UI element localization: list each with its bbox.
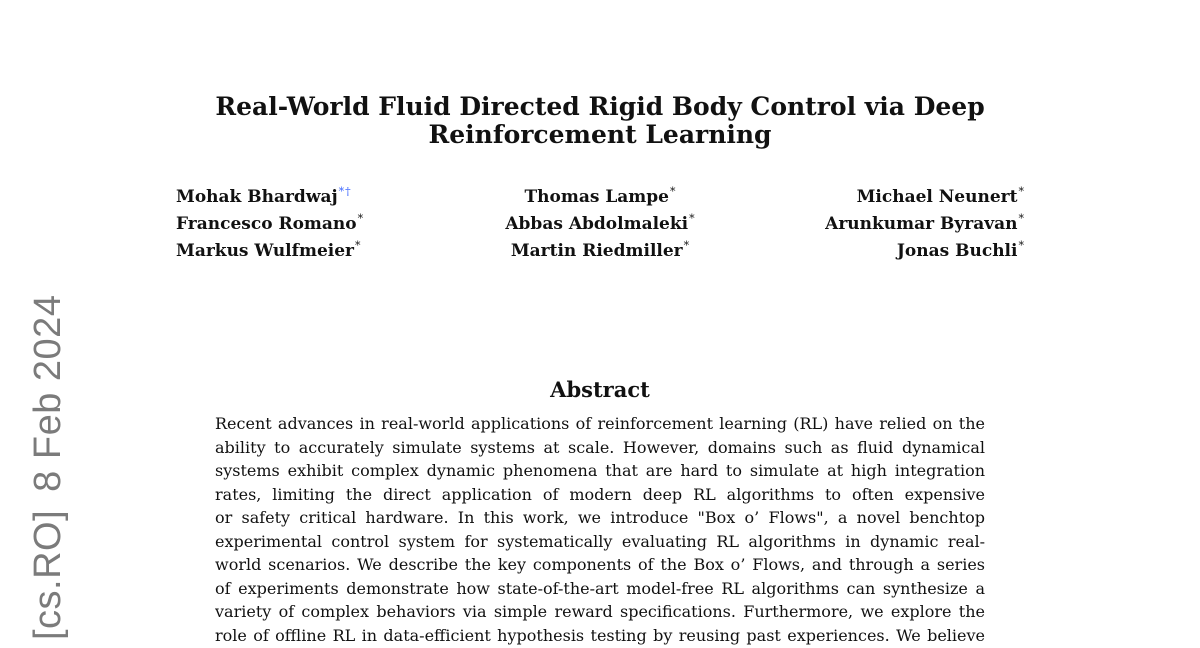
author-name: Jonas Buchli	[896, 241, 1018, 261]
author-name: Michael Neunert	[856, 187, 1018, 207]
abstract-heading: Abstract	[550, 377, 650, 402]
affiliation-mark: *	[355, 239, 361, 253]
affiliation-mark: *	[1018, 185, 1024, 199]
affiliation-mark[interactable]: *	[338, 185, 345, 199]
abstract-line: experimental control system for systematically evaluating RL algorithms in dynamic real-	[215, 531, 985, 551]
author-name: Martin Riedmiller	[510, 241, 683, 261]
affiliation-mark: *	[683, 239, 690, 253]
affiliation-mark: *	[357, 212, 364, 226]
arxiv-category: [cs.RO]	[27, 509, 69, 640]
abstract-body	[215, 412, 985, 647]
author-name: Arunkumar Byravan	[825, 214, 1018, 234]
author-markus-wulfmeier	[176, 240, 459, 263]
affiliation-mark: *	[669, 185, 676, 199]
author-martin-riedmiller	[459, 240, 742, 263]
author-name: Abbas Abdolmaleki	[505, 214, 689, 234]
affiliation-mark: *	[1018, 212, 1024, 226]
abstract-line: rates, limiting the direct application of modern deep RL algorithms to often expensive	[215, 484, 985, 504]
title-line-1: Real-World Fluid Directed Rigid Body Control via Deep	[215, 92, 985, 121]
author-list	[176, 186, 1024, 263]
footnote-mark[interactable]: †	[345, 185, 351, 199]
author-jonas-buchli	[741, 240, 1024, 263]
affiliation-mark: *	[689, 212, 695, 226]
abstract-line: or safety critical hardware. In this work, we introduce "Box o’ Flows", a novel benchtop	[215, 508, 985, 527]
abstract-line: world scenarios. We describe the key components of the Box o’ Flows, and through a series	[215, 555, 985, 574]
abstract-line: ability to accurately simulate systems at scale. However, domains such as fluid dynamical	[215, 437, 985, 457]
abstract-line: systems exhibit complex dynamic phenomena that are hard to simulate at high integration	[215, 461, 985, 480]
author-francesco-romano	[176, 213, 459, 236]
affiliation-mark: *	[1018, 239, 1024, 253]
author-name: Francesco Romano	[176, 214, 357, 234]
author-thomas-lampe	[459, 186, 742, 209]
author-mohak-bhardwaj	[176, 186, 459, 209]
abstract-line: of experiments demonstrate how state-of-the-art model-free RL algorithms can synthesize a	[215, 578, 985, 598]
author-name: Mohak Bhardwaj	[176, 187, 338, 207]
abstract-line: variety of complex behaviors via simple reward specifications. Furthermore, we explore the	[215, 602, 985, 621]
arxiv-date: 8 Feb 2024	[27, 294, 69, 492]
author-abbas-abdolmaleki	[459, 213, 742, 236]
author-michael-neunert	[741, 186, 1024, 209]
author-name: Thomas Lampe	[524, 187, 669, 207]
title-line-2: Reinforcement Learning	[428, 120, 772, 149]
author-name: Markus Wulfmeier	[176, 241, 354, 261]
abstract-line: role of offline RL in data-efficient hypothesis testing by reusing past experiences. We believe	[215, 625, 985, 645]
abstract-line: Recent advances in real-world applications of reinforcement learning (RL) have relied on the	[215, 414, 985, 433]
arxiv-side-stamp	[27, 295, 70, 640]
author-arunkumar-byravan	[741, 213, 1024, 236]
paper-title	[205, 93, 995, 149]
